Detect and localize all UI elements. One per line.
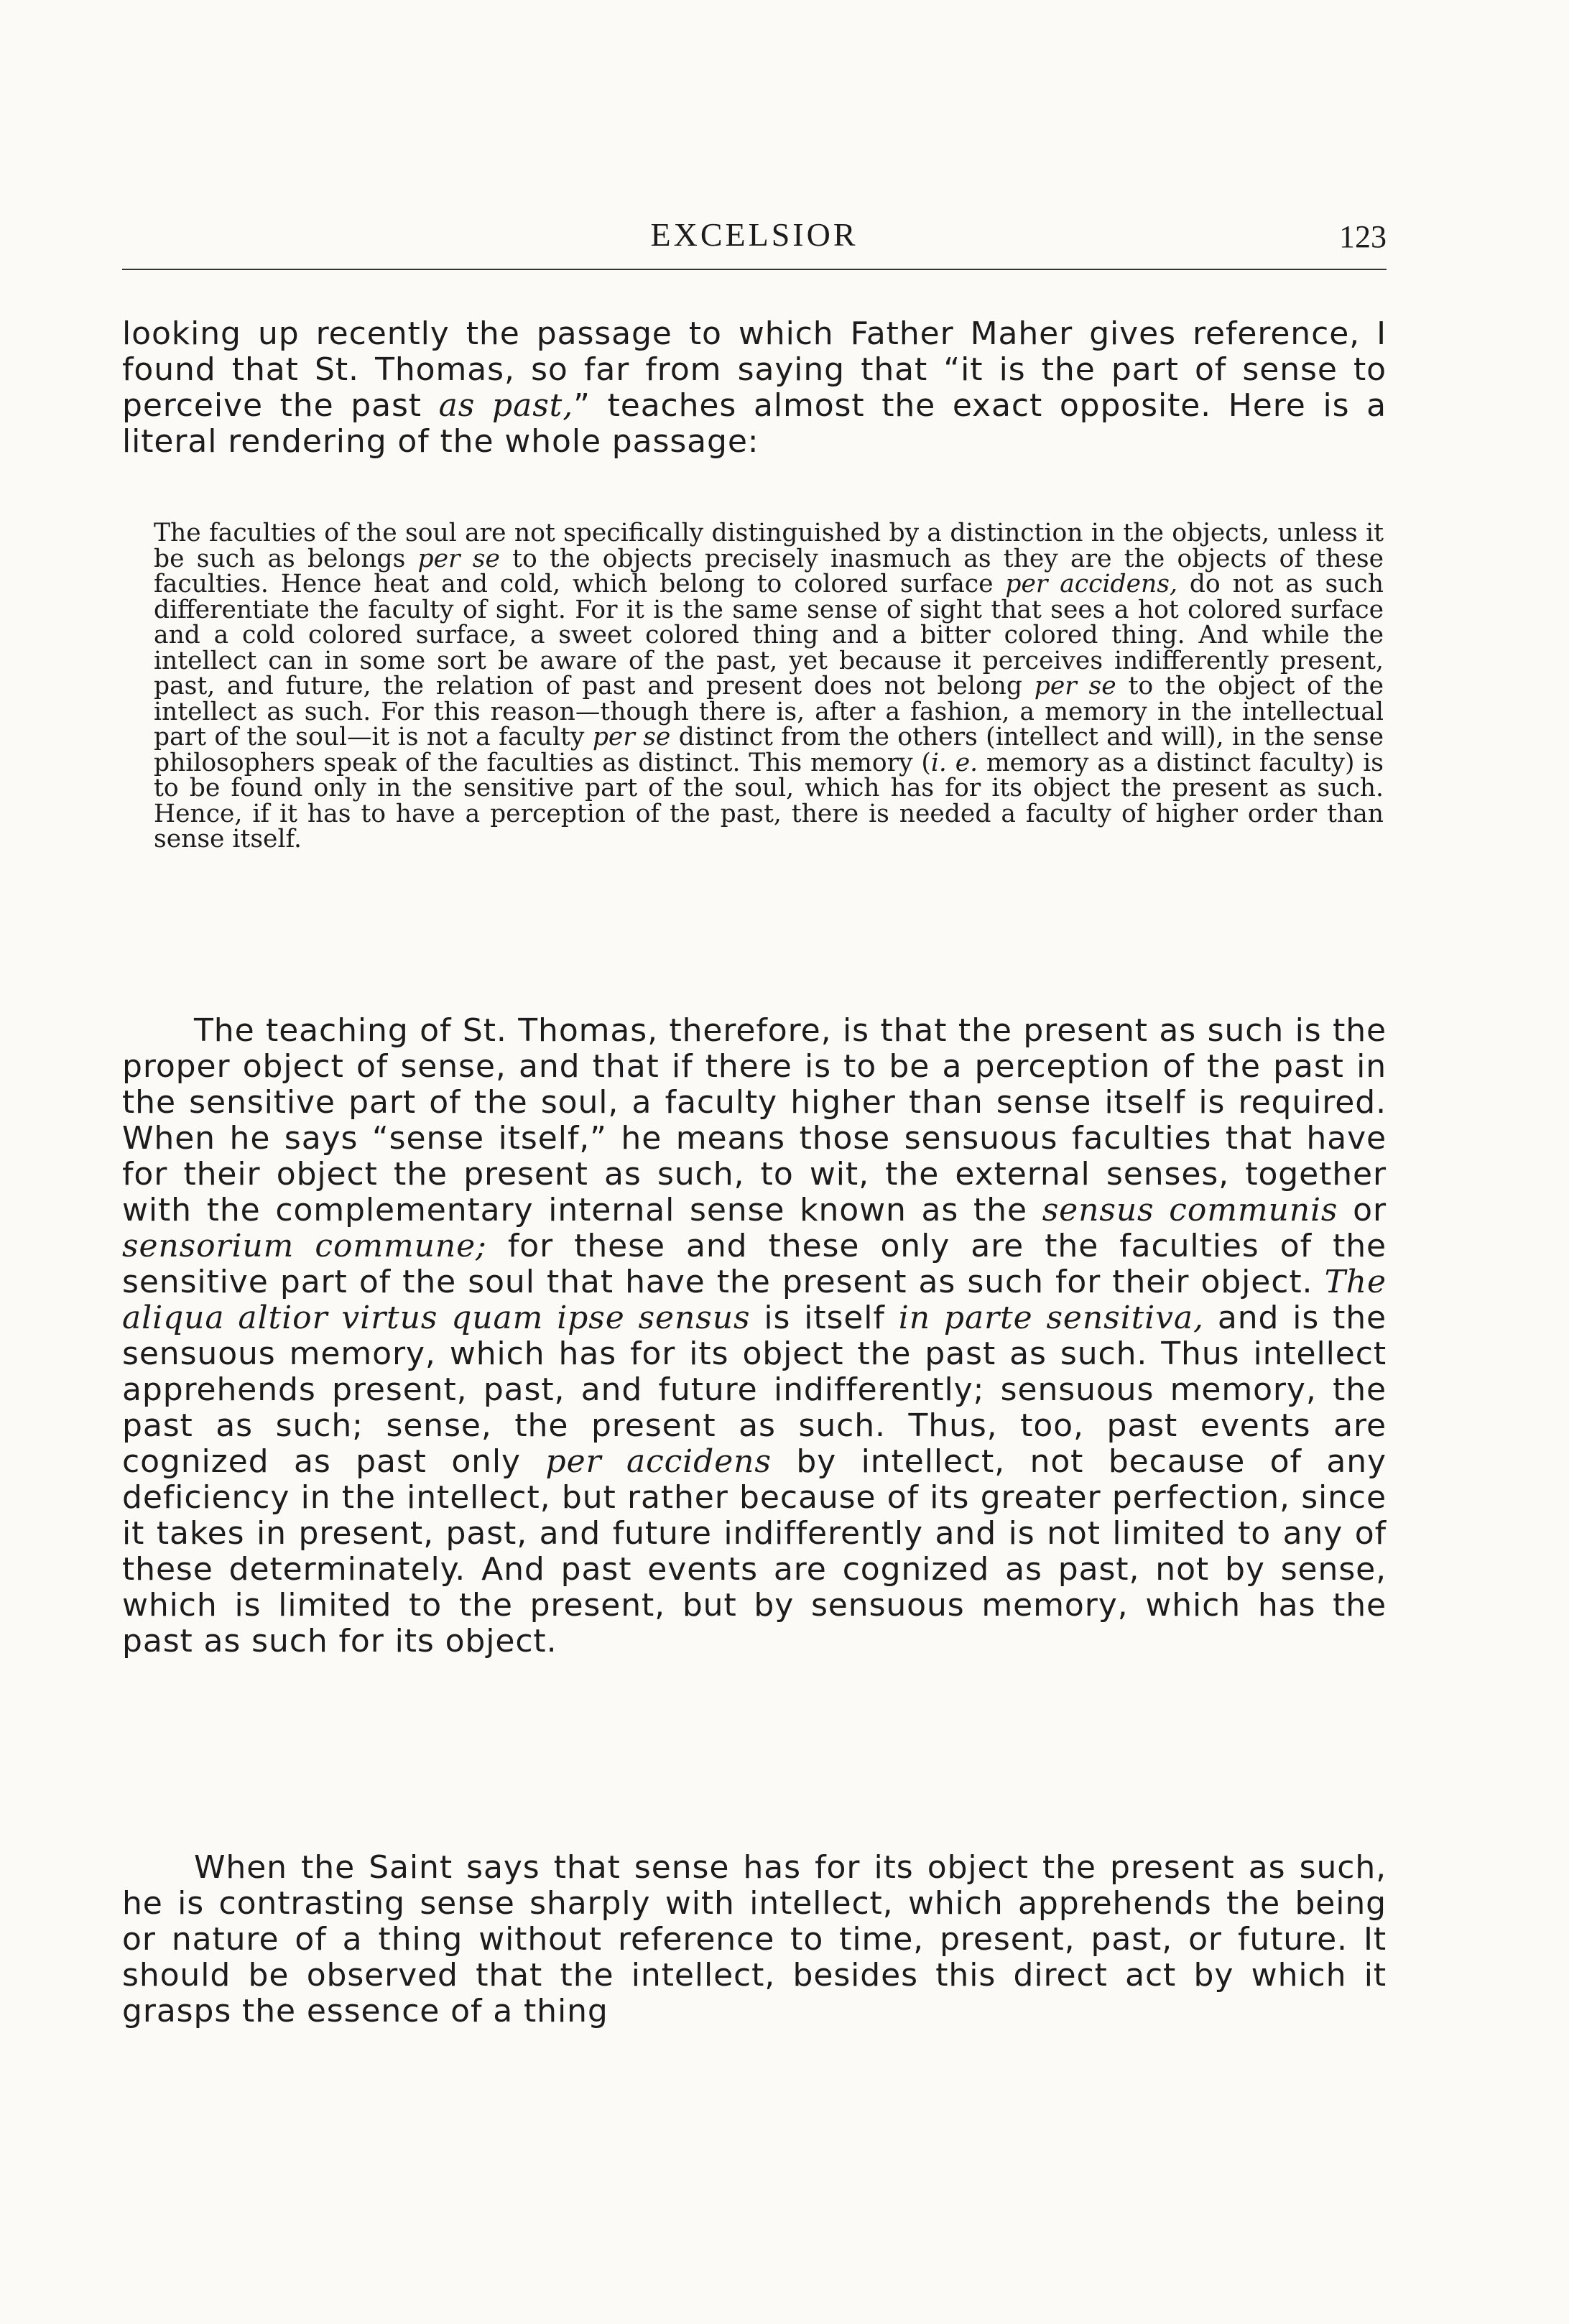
text-run: by intellect, not because of any deficiency in the intellect, but rather because of its greater perfection, since it takes in present, past, and future indifferently and is not limited to any of these determinately. And past events are cognized as past, not by sense, which is limited to the present, but by sensuous memory, which has the past as such for its object.: [122, 1443, 1387, 1659]
page-number: 123: [1339, 219, 1387, 254]
italic-run: sensus communis: [1042, 1192, 1338, 1228]
paragraph-2: [122, 1013, 1387, 1659]
italic-run: The aliqua altior virtus quam ipse sensus: [122, 1264, 1387, 1336]
text-run: is itself: [750, 1300, 899, 1336]
italic-run: per se: [1034, 672, 1116, 700]
italic-run: as past,: [438, 387, 574, 424]
journal-title: EXCELSIOR: [650, 216, 858, 253]
text-run: for these and these only are the faculties of the sensitive part of the soul that have the present as such for their object.: [122, 1228, 1387, 1300]
italic-run: sensorium commune;: [122, 1228, 487, 1264]
italic-run: per se: [592, 723, 671, 751]
text-run: do not as such differentiate the faculty of sight. For it is the same sense of sight that sees a hot colored surface and a cold colored surface, a sweet colored thing and a bitter colored thing. And while the intellect can in some sort be aware of the past, yet because it perceives indifferently present, past, and future, the relation of past and present does not belong: [154, 570, 1384, 700]
text-run: ” teaches almost the exact opposite. Here is a literal rendering of the whole passage:: [122, 387, 1387, 460]
italic-run: in parte sensitiva,: [898, 1300, 1204, 1336]
italic-run: per accidens: [545, 1443, 772, 1480]
text-run: or: [1338, 1192, 1387, 1228]
text-run: The faculties of the soul are not specifically distinguished by a distinction in the objects, unless it be such as belongs: [154, 519, 1384, 573]
text-run: The teaching of St. Thomas, therefore, is that the present as such is the proper object of sense, and that if there is to be a perception of the past in the sensitive part of the soul, a faculty higher than sense itself is required. When he says “sense itself,” he means those sensuous faculties that have for their object the present as such, to wit, the external senses, together with the complementary internal sense known as the: [122, 1012, 1387, 1228]
italic-run: per se: [417, 544, 500, 573]
text-run: When the Saint says that sense has for its object the present as such, he is contrasting sense sharply with intellect, which apprehends the being or nature of a thing without reference to time, present, past, or future. It should be observed that the intellect, besides this direct act by which it grasps the essence of a thing: [122, 1849, 1387, 2029]
text-run: looking up recently the passage to which Father Maher gives reference, I found that St. Thomas, so far from saying that “it is the part of sense to perceive the past: [122, 315, 1387, 424]
text-run: memory as a distinct faculty) is to be found only in the sensitive part of the soul, which has for its object the present as such. Hence, if it has to have a perception of the past, there is needed a faculty of higher order than sense itself.: [154, 748, 1384, 853]
running-head: [122, 216, 1387, 273]
header-rule: [122, 269, 1387, 270]
italic-run: per accidens,: [1005, 570, 1177, 598]
paragraph-1: [122, 316, 1387, 460]
text-run: to the objects precisely inasmuch as they are the objects of these faculties. Hence heat and cold, which belong to colored surface: [154, 544, 1384, 598]
block-quotation: [154, 521, 1384, 853]
italic-run: i. e.: [930, 748, 978, 777]
text-run: distinct from the others (intellect and will), in the sense philosophers speak of the faculties as distinct. This memory (: [154, 723, 1384, 777]
text-run: to the object of the intellect as such. For this reason—though there is, after a fashion, a memory in the intellectual part of the soul—it is not a faculty: [154, 672, 1384, 751]
text-run: and is the sensuous memory, which has for its object the past as such. Thus intellect apprehends present, past, and future indifferently; sensuous memory, the past as such; sense, the present as such. Thus, too, past events are cognized as past only: [122, 1300, 1387, 1480]
book-page: [122, 0, 1387, 2324]
paragraph-3: [122, 1850, 1387, 2029]
